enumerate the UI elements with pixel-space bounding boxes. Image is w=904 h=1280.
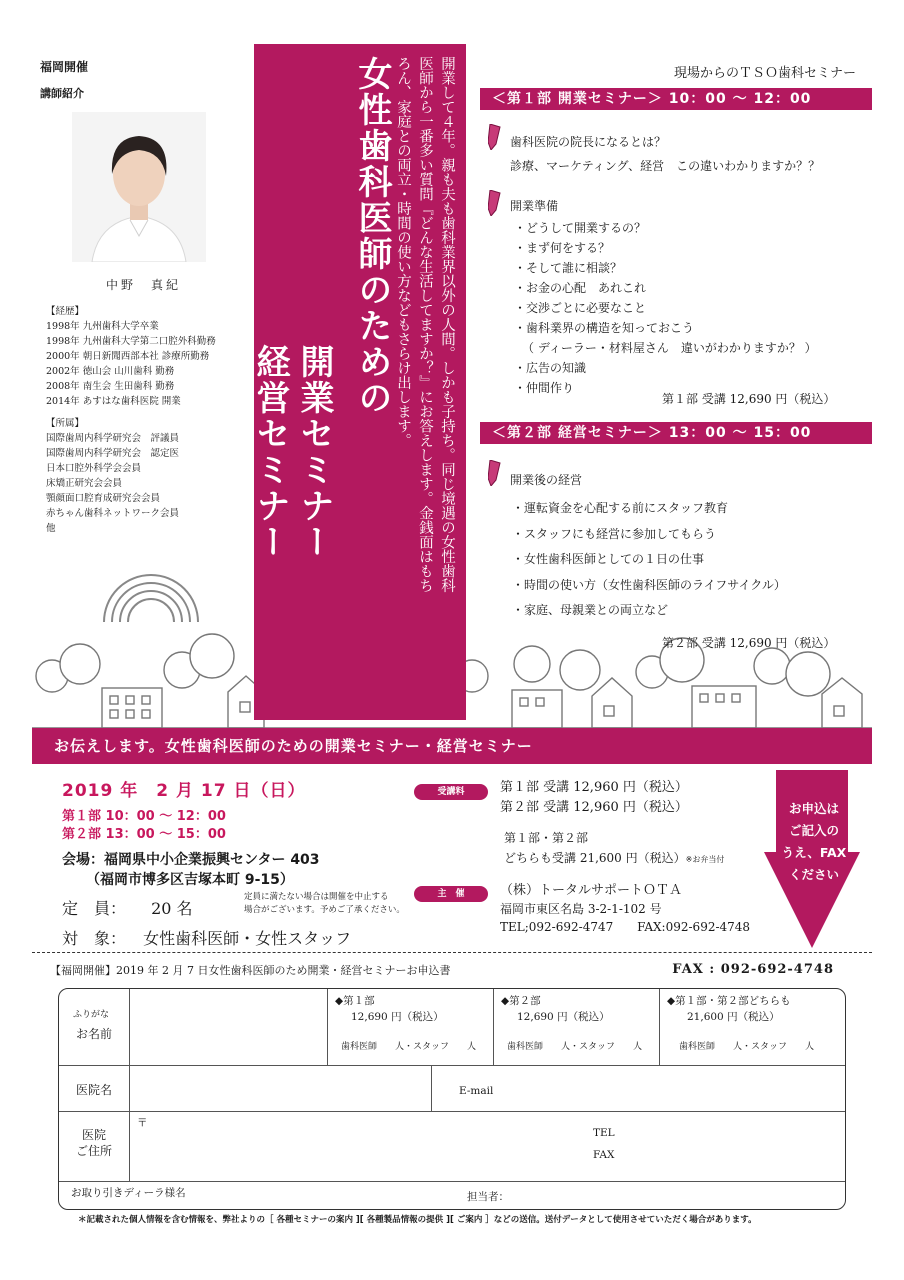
list-item: ・お金の心配 あれこれ [514, 281, 647, 295]
list-item: ・時間の使い方（女性歯科医師のライフサイクル） [512, 577, 786, 592]
furigana-label: ふりがな [73, 1010, 110, 1020]
part1-question-sub: 診療、マーケティング、経営 この違いわかりますか？？ [510, 159, 821, 173]
name-label: お名前 [75, 1027, 112, 1041]
affiliation-item: 他 [46, 523, 56, 534]
target-label: 対 象： [62, 929, 127, 948]
person-label: 担当者： [467, 1191, 509, 1203]
cta-line: ご記入の [788, 823, 839, 838]
career-item: 2002年 徳山会 山川歯科 勤務 [46, 366, 175, 377]
career-item: 2008年 南生会 生田歯科 勤務 [46, 381, 175, 392]
pencil-icon [488, 190, 502, 216]
title-band [250, 44, 466, 720]
list-item: ・運転資金を心配する前にスタッフ教育 [512, 501, 729, 515]
organizer-tel: TEL;092-692-4747 [500, 920, 614, 934]
pencil-icon [488, 460, 502, 486]
list-item: ・仲間作り [514, 381, 575, 395]
address-input[interactable] [131, 1113, 601, 1179]
career-list [46, 304, 216, 409]
divider [659, 989, 660, 1065]
affiliation-item: 床矯正研究会会員 [46, 478, 123, 489]
privacy-note: ＊記載された個人情報を含む情報を、弊社よりの［ 各種セミナーの案内 ][ 各種製品情報の提供 ][ ご案内 ］などの送信。送付データとして使用させていただく場合があります。 [78, 1215, 757, 1225]
event-date: 2019 年 2 月 17 日（日） [62, 781, 306, 801]
part2-title: 開業後の経営 [510, 473, 583, 487]
fee-part1: 第１部 受講 12,960 円（税込） [500, 780, 688, 795]
career-item: 1998年 九州歯科大学第二口腔外科勤務 [46, 336, 216, 347]
clinic-input[interactable] [131, 1067, 429, 1109]
option1-title[interactable]: ◆第１部 [335, 995, 375, 1007]
person-input[interactable] [529, 1183, 829, 1209]
option3-fee: 21,600 円（税込） [687, 1011, 780, 1023]
option1-count[interactable]: 歯科医師 人・スタッフ 人 [341, 1042, 477, 1052]
target-value: 女性歯科医師・女性スタッフ [143, 929, 352, 948]
career-item: 2000年 朝日新聞西部本社 診療所勤務 [46, 351, 210, 362]
list-item: ・どうして開業するの？ [514, 221, 647, 235]
list-item: ・まず何をする？ [514, 241, 611, 255]
instructor-column [40, 58, 250, 534]
cta-line: ください [788, 867, 839, 882]
option3-title[interactable]: ◆第１部・第２部どちらも [667, 995, 791, 1007]
fee-list [500, 778, 688, 818]
venue-name: 会場：福岡県中小企業振興センター 403 [62, 852, 320, 868]
part1-prep-title: 開業準備 [510, 199, 559, 213]
part2-fee: 第２部 受講 12,690 円（税込） [662, 636, 836, 650]
intro-text: 開業して４年。親も夫も歯科業界以外の人間。しかも子持ち。同じ境遇の女性歯科医師から一番多い質問『どんな生活してますか？』にお答えします。金銭面はもちろん、家庭との両立・時間の使い方などもさらけ出します。 [395, 56, 455, 593]
instructor-label: 講師紹介 [40, 87, 84, 100]
portrait-illustration [72, 112, 206, 262]
part2-item-list [512, 496, 786, 624]
clinic-label: 医院名 [75, 1083, 112, 1097]
organizer-name: （株）トータルサポートＯＴＡ [500, 883, 683, 898]
cta-text [768, 798, 860, 886]
list-item: ・家庭、母親業との両立など [512, 603, 669, 617]
capacity [62, 896, 193, 919]
career-heading: 【経歴】 [46, 306, 85, 317]
instructor-name: 中野 真紀 [106, 278, 182, 292]
fee-both [504, 828, 724, 870]
form-fax-number: FAX : 092-692-4748 [672, 962, 834, 977]
capacity-value: 20 名 [151, 899, 193, 918]
option2-count[interactable]: 歯科医師 人・スタッフ 人 [507, 1042, 643, 1052]
email-label: E-mail [459, 1085, 494, 1097]
affiliation-item: 赤ちゃん歯科ネットワーク会員 [46, 508, 180, 519]
option3-count[interactable]: 歯科医師 人・スタッフ 人 [679, 1042, 815, 1052]
capacity-label: 定 員： [62, 899, 127, 918]
divider [59, 1181, 846, 1182]
event-times [62, 808, 226, 844]
capacity-note [244, 891, 405, 917]
tel-label: TEL [593, 1127, 615, 1139]
organizer-phone [500, 918, 750, 936]
event-venue [62, 850, 320, 890]
fax-label: FAX [593, 1149, 615, 1161]
part1-question: 歯科医院の院長になるとは？ [510, 135, 667, 149]
divider [129, 989, 130, 1181]
list-item: ・女性歯科医師としての１日の仕事 [512, 552, 705, 566]
time-part1: 第１部 10：00 ～ 12：00 [62, 809, 226, 824]
affiliation-item: 日本口腔外科学会会員 [46, 463, 142, 474]
title-line-2: 開業セミナー [294, 344, 334, 560]
organizer-label-badge: 主 催 [414, 886, 488, 902]
target [62, 926, 351, 949]
application-form [58, 988, 846, 1210]
title-line-3: 経営セミナー [250, 344, 290, 560]
divider [431, 1065, 432, 1111]
option1-fee: 12,690 円（税込） [351, 1011, 444, 1023]
title-line-1: 女性歯科医師のための [352, 56, 392, 416]
dealer-label: お取り引きディーラ様名 [71, 1187, 186, 1199]
option2-fee: 12,690 円（税込） [517, 1011, 610, 1023]
affiliation-item: 国際歯周内科学研究会 認定医 [46, 448, 180, 459]
venue-address: （福岡市博多区吉塚本町 9-15） [86, 872, 294, 888]
divider [327, 989, 328, 1065]
fee-part2: 第２部 受講 12,960 円（税込） [500, 800, 688, 815]
organizer-fax: FAX:092-692-4748 [637, 920, 751, 934]
list-item: ・交渉ごとに必要なこと [514, 301, 647, 315]
list-item: ・広告の知識 [514, 361, 587, 375]
list-item: （ ディーラー・材料屋さん 違いがわかりますか？ ） [522, 341, 817, 355]
organizer-info [500, 882, 750, 936]
affiliation-heading: 【所属】 [46, 418, 85, 429]
address-label-line: ご住所 [75, 1144, 112, 1158]
dealer-input[interactable] [259, 1183, 459, 1209]
venue-city: 福岡開催 [40, 60, 89, 74]
divider [59, 1111, 846, 1112]
pencil-icon [488, 124, 502, 150]
list-item: ・歯科業界の構造を知っておこう [514, 321, 695, 335]
affiliation-item: 国際歯周内科学研究会 評議員 [46, 433, 180, 444]
part1-item-list [514, 218, 817, 398]
headline-strip: お伝えします。女性歯科医師のための開業セミナー・経営セミナー [32, 728, 872, 764]
capacity-note-line: 場合がございます。予めご了承ください。 [244, 905, 405, 915]
cta-line: うえ、FAX [781, 845, 847, 860]
career-item: 1998年 九州歯科大学卒業 [46, 321, 159, 332]
part1-fee: 第１部 受講 12,690 円（税込） [662, 392, 836, 406]
series-title: 現場からのＴＳＯ歯科セミナー [673, 66, 856, 81]
address-label-line: 医院 [81, 1128, 106, 1142]
address-label [59, 1127, 129, 1159]
list-item: ・スタッフにも経営に参加してもらう [512, 526, 717, 541]
career-item: 2014年 あすはな歯科医院 開業 [46, 396, 181, 407]
list-item: ・そして誰に相談？ [514, 261, 623, 275]
affiliation-item: 顎顔面口腔育成研究会会員 [46, 493, 161, 504]
part2-bar: ＜第２部 経営セミナー＞ 13：00 ～ 15：00 [480, 422, 872, 444]
fee-label-badge: 受講料 [414, 784, 488, 800]
affiliation-list [46, 416, 179, 536]
organizer-address: 福岡市東区名島 3-2-1-102 号 [500, 902, 662, 916]
part1-bar: ＜第１部 開業セミナー＞ 10：00 ～ 12：00 [480, 88, 872, 110]
capacity-note-line: 定員に満たない場合は開催を中止する [244, 892, 389, 902]
option2-title[interactable]: ◆第２部 [501, 995, 541, 1007]
postal-mark: 〒 [137, 1117, 148, 1129]
instructor-photo [72, 112, 206, 262]
divider [59, 1065, 846, 1066]
email-input[interactable] [433, 1067, 845, 1109]
cta-line: お申込は [788, 801, 839, 816]
fee-both-value: どちらも受講 21,600 円（税込） [504, 851, 686, 865]
time-part2: 第２部 13：00 ～ 15：00 [62, 827, 226, 842]
form-heading: 【福岡開催】2019 年 2 月 7 日女性歯科医師のため開業・経営セミナーお申込書 [50, 964, 451, 977]
divider [493, 989, 494, 1065]
fee-both-title: 第１部・第２部 [504, 831, 589, 845]
cut-line [32, 952, 872, 953]
name-input[interactable] [131, 991, 325, 1063]
fee-both-note: ※お弁当付 [685, 855, 725, 864]
